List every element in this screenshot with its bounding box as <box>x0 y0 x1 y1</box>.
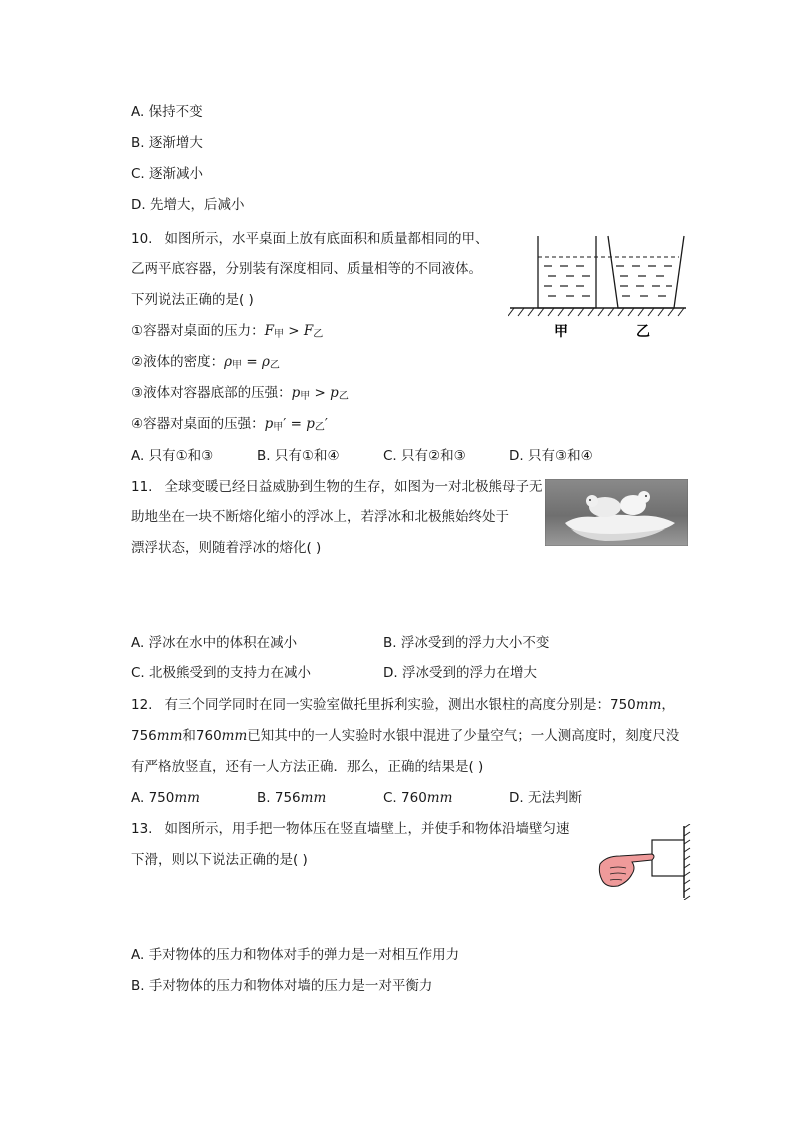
q10-s1-F: F <box>264 323 274 339</box>
q12-opt-c-value: 760 <box>401 790 427 806</box>
q10-s2-sub-yi: 乙 <box>269 360 280 371</box>
q13-stem-line2: 下滑，则以下说法正确的是( ) <box>131 852 308 868</box>
q10-stem-line1 <box>131 229 488 249</box>
q10-s4-p: p <box>264 416 274 432</box>
q10-s1-sub-jia: 甲 <box>273 329 284 340</box>
q9-option-c: C. 逐渐减小 <box>131 166 204 182</box>
q10-s4-prime2: ′ <box>324 416 328 432</box>
q12-comma: ， <box>661 697 675 713</box>
q10-option-c: C. 只有②和③ <box>383 448 466 464</box>
q10-text-1: 如图所示，水平桌面上放有底面积和质量都相同的甲、 <box>164 231 489 247</box>
q11-stem-line1 <box>131 477 542 497</box>
q11-text-1: 全球变暖已经日益威胁到生物的生存，如图为一对北极熊母子无 <box>164 479 543 495</box>
q12-number: 12. <box>131 697 153 713</box>
q12-unit-2: mm <box>156 728 183 744</box>
q13-stem-line1 <box>131 819 569 839</box>
q12-stem-line1 <box>131 695 675 715</box>
liquid-jia <box>544 266 590 296</box>
q10-s1-prefix: ①容器对桌面的压力： <box>131 323 265 339</box>
q10-s3-p2: p <box>330 385 339 401</box>
q10-s2-rho: ρ <box>224 354 233 370</box>
container-yi <box>608 236 684 308</box>
q10-s3-prefix: ③液体对容器底部的压强： <box>131 385 292 401</box>
q10-option-a: A. 只有①和③ <box>131 448 214 464</box>
q9-option-d: D. 先增大，后减小 <box>131 197 245 213</box>
q12-opt-b-value: 756 <box>274 790 301 806</box>
q10-s1-op: > <box>283 323 304 339</box>
q10-s4-sub-yi: 乙 <box>314 422 325 433</box>
q10-stem-line2: 乙两平底容器，分别装有深度相同、质量相等的不同液体。 <box>131 261 482 277</box>
q13-number: 13. <box>131 821 153 837</box>
q12-option-c <box>383 788 452 808</box>
q12-option-b <box>257 788 326 808</box>
hand-wall-figure <box>596 824 692 900</box>
q10-s1-F2: F <box>303 323 314 339</box>
q9-option-b: B. 逐渐增大 <box>131 135 203 151</box>
table-hatching <box>508 308 684 316</box>
q12-text-2: 已知其中的一人实验时水银中混进了少量空气；一人测高度时，刻度尺没 <box>247 728 680 744</box>
q10-statement-2 <box>131 352 280 376</box>
q10-s4-sub-jia: 甲 <box>273 422 284 433</box>
q12-unit-3: mm <box>221 728 248 744</box>
q12-v750: 750 <box>609 697 636 713</box>
q10-stem-line3: 下列说法正确的是( ) <box>131 292 254 308</box>
q12-opt-c-label: C. <box>383 790 402 806</box>
q12-opt-b-unit: mm <box>300 790 327 806</box>
q10-statement-1 <box>131 321 323 345</box>
q10-s3-sub-yi: 乙 <box>338 391 349 402</box>
q10-s3-p: p <box>291 385 301 401</box>
q10-s4-prefix: ④容器对桌面的压强： <box>131 416 265 432</box>
label-jia: 甲 <box>554 324 568 340</box>
q12-option-d: D. 无法判断 <box>509 790 582 806</box>
q10-statement-4 <box>131 414 328 438</box>
q12-and: 和 <box>182 728 196 744</box>
containers-figure <box>508 232 688 344</box>
q12-stem-line2 <box>131 726 679 746</box>
liquid-yi <box>616 266 672 296</box>
q10-s3-op: > <box>310 385 331 401</box>
q10-s3-sub-jia: 甲 <box>300 391 311 402</box>
container-jia <box>538 236 596 308</box>
q10-s2-op: = <box>242 354 262 370</box>
q10-number: 10. <box>131 231 153 247</box>
q12-stem-line3: 有严格放竖直，还有一人方法正确．那么，正确的结果是( ) <box>131 759 484 775</box>
q10-option-b: B. 只有①和④ <box>257 448 340 464</box>
q11-option-a: A. 浮冰在水中的体积在减小 <box>131 635 298 651</box>
q11-stem-line3: 漂浮状态，则随着浮冰的熔化( ) <box>131 540 322 556</box>
block <box>652 840 684 876</box>
q12-unit-1: mm <box>635 697 662 713</box>
q12-option-a <box>131 788 200 808</box>
q11-option-c: C. 北极熊受到的支持力在减小 <box>131 665 312 681</box>
q12-opt-a-value: 750 <box>148 790 175 806</box>
hand <box>599 854 654 886</box>
q10-statement-3 <box>131 383 349 407</box>
q11-number: 11. <box>131 479 153 495</box>
q10-s4-op: = <box>286 416 307 432</box>
q10-s4-prime1: ′ <box>283 416 287 432</box>
q10-s2-sub-jia: 甲 <box>232 360 243 371</box>
wall-hatching <box>684 824 690 900</box>
q12-text-1: 有三个同学同时在同一实验室做托里拆利实验，测出水银柱的高度分别是： <box>164 697 610 713</box>
q12-v760: 760 <box>195 728 222 744</box>
q13-text-1: 如图所示，用手把一物体压在竖直墙壁上，并使手和物体沿墙壁匀速 <box>164 821 570 837</box>
q10-s2-rho2: ρ <box>261 354 270 370</box>
q12-opt-a-label: A. <box>131 790 149 806</box>
q12-opt-b-label: B. <box>257 790 275 806</box>
label-yi: 乙 <box>636 324 650 340</box>
q12-opt-a-unit: mm <box>174 790 200 806</box>
q13-option-b: B. 手对物体的压力和物体对墙的压力是一对平衡力 <box>131 978 433 994</box>
q11-option-b: B. 浮冰受到的浮力大小不变 <box>383 635 550 651</box>
q10-s2-prefix: ②液体的密度： <box>131 354 225 370</box>
polar-bears-photo <box>545 479 688 546</box>
q11-option-d: D. 浮冰受到的浮力在增大 <box>383 665 537 681</box>
q10-s4-p2: p <box>306 416 315 432</box>
q13-option-a: A. 手对物体的压力和物体对手的弹力是一对相互作用力 <box>131 947 460 963</box>
q12-v756: 756 <box>131 728 157 744</box>
q9-option-a: A. 保持不变 <box>131 104 203 120</box>
q10-s1-sub-yi: 乙 <box>313 329 324 340</box>
q11-stem-line2: 助地坐在一块不断熔化缩小的浮冰上，若浮冰和北极熊始终处于 <box>131 509 509 525</box>
q10-option-d: D. 只有③和④ <box>509 448 593 464</box>
q12-opt-c-unit: mm <box>426 790 453 806</box>
